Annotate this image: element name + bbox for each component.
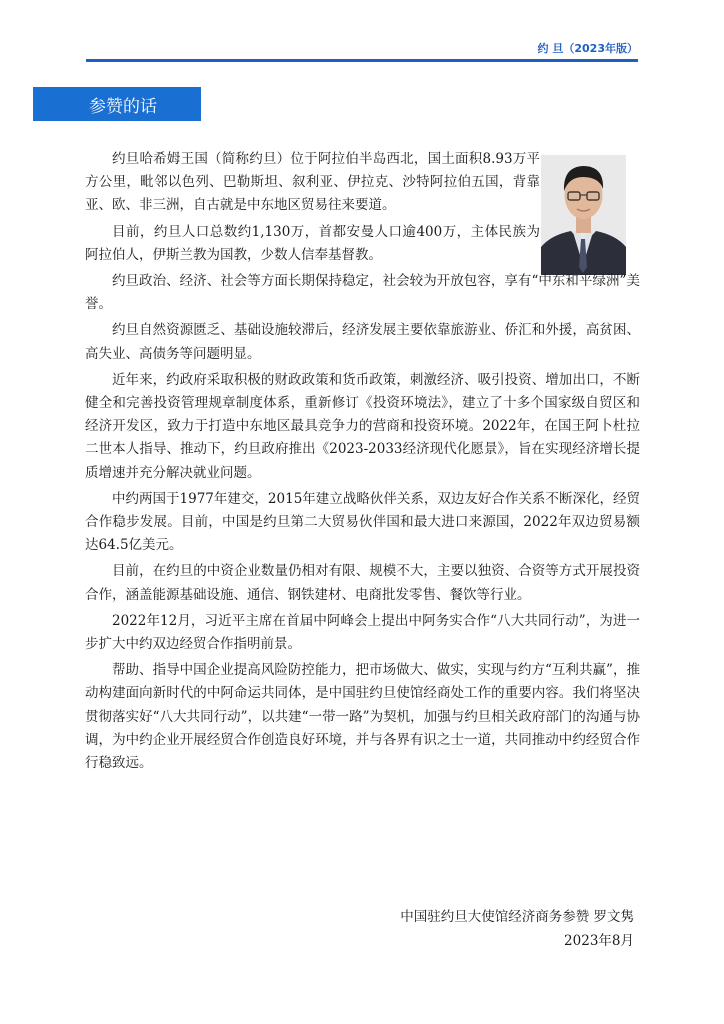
paragraph: 约旦自然资源匮乏、基础设施较滞后，经济发展主要依靠旅游业、侨汇和外援，高贫困、高失业、高债务等问题明显。 [85,322,640,362]
section-title-banner [33,87,201,121]
signature-date: 2023年8月 [564,933,634,949]
paragraph: 目前，在约旦的中资企业数量仍相对有限、规模不大，主要以独资、合资等方式开展投资合作，涵盖能源基础设施、通信、钢铁建材、电商批发零售、餐饮等行业。 [85,563,640,603]
paragraph: 中约两国于1977年建交，2015年建立战略伙伴关系，双边友好合作关系不断深化，经贸合作稳步发展。目前，中国是约旦第二大贸易伙伴国和最大进口来源国，2022年双边贸易额达64.5亿美元。 [85,490,640,554]
signature-block [400,905,634,953]
signature-name: 中国驻约旦大使馆经济商务参赞 罗文隽 [400,909,634,925]
running-header-title: 约 旦（2023年版） [537,42,638,55]
paragraph: 帮助、指导中国企业提高风险防控能力，把市场做大、做实，实现与约方“互利共赢”，推动构建面向新时代的中阿命运共同体，是中国驻约旦使馆经商处工作的重要内容。我们将坚决贯彻落实好“八大共同行动”，以共建“一带一路”为契机，加强与约旦相关政府部门的沟通与协调，为中约企业开展经贸合作创造良好环境，并与各界有识之士一道，共同推动中约经贸合作行稳致远。 [85,662,640,772]
paragraph: 约旦哈希姆王国（简称约旦）位于阿拉伯半岛西北，国土面积8.93万平方公里，毗邻以色列、巴勒斯坦、叙利亚、伊拉克、沙特阿拉伯五国，背靠亚、欧、非三洲，自古就是中东地区贸易往来要道。 [85,151,540,214]
paragraph: 近年来，约政府采取积极的财政政策和货币政策，刺激经济、吸引投资、增加出口，不断健全和完善投资管理规章制度体系，重新修订《投资环境法》，建立了十多个国家级自贸区和经济开发区，致力于打造中东地区最具竞争力的营商和投资环境。2022年，在国王阿卜杜拉二世本人指导、推动下，约旦政府推出《2023-2033经济现代化愿景》，旨在实现经济增长提质增速并充分解决就业问题。 [85,371,640,481]
paragraph: 约旦政治、经济、社会等方面长期保持稳定，社会较为开放包容，享有“中东和平绿洲”美誉。 [85,273,640,313]
paragraph: 2022年12月，习近平主席在首届中阿峰会上提出中阿务实合作“八大共同行动”，为进一步扩大中约双边经贸合作指明前景。 [85,612,640,653]
section-title: 参赞的话 [89,96,157,117]
body-text [85,148,640,778]
paragraph: 目前，约旦人口总数约1,130万，首都安曼人口逾400万，主体民族为阿拉伯人，伊斯兰教为国教，少数人信奉基督教。 [85,223,540,263]
header-divider [86,59,638,62]
